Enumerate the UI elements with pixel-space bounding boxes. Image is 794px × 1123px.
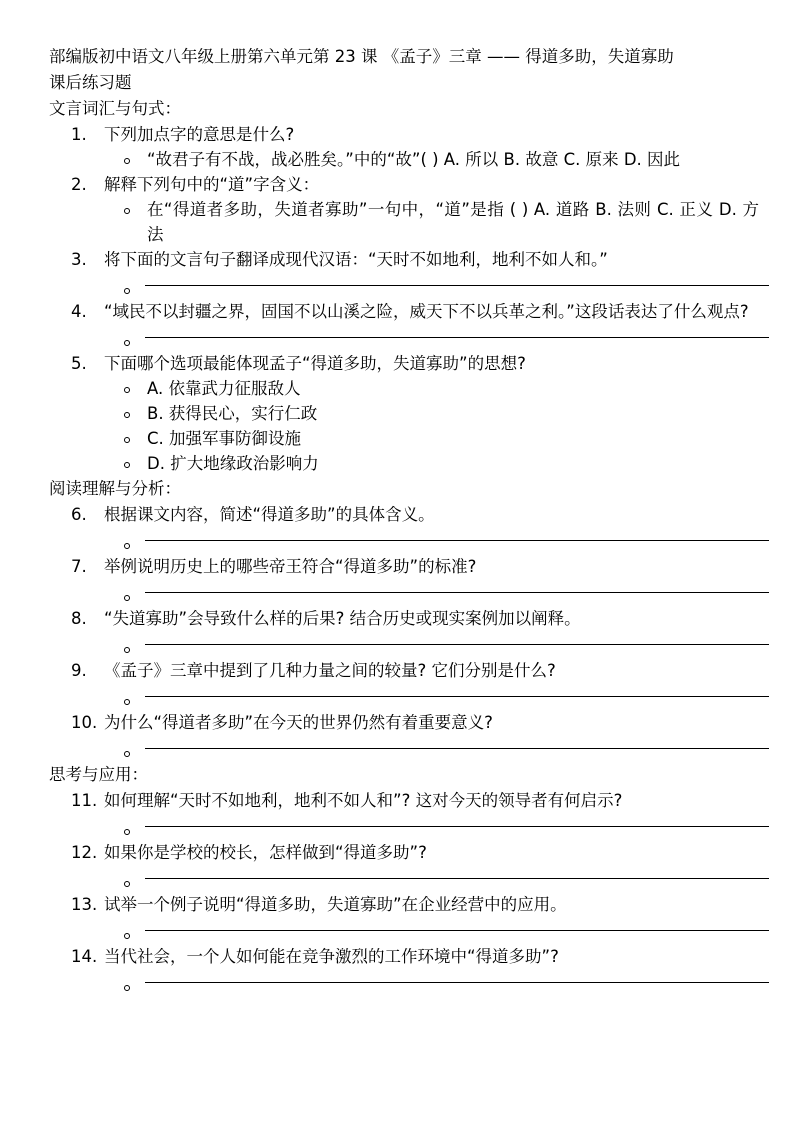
question-text: 根据课文内容，简述“得道多助”的具体含义。 <box>104 505 435 524</box>
question-list-application-14 <box>49 944 759 969</box>
question-4 <box>49 299 759 324</box>
question-2 <box>49 172 759 197</box>
answer-line[interactable] <box>104 969 759 996</box>
question-number: 7. <box>71 557 87 576</box>
question-number: 10. <box>71 713 98 732</box>
question-text: 举例说明历史上的哪些帝王符合“得道多助”的标准? <box>104 557 477 576</box>
bullet-icon <box>124 288 130 294</box>
answer-underline <box>145 696 769 697</box>
option-c[interactable]: C. 加强军事防御设施 <box>104 426 759 451</box>
question-list-vocabulary-5 <box>49 351 759 376</box>
question-6 <box>49 502 759 527</box>
question-text: 如果你是学校的校长，怎样做到“得道多助”? <box>104 843 427 862</box>
question-text: 当代社会，一个人如何能在竞争激烈的工作环境中“得道多助”? <box>104 947 559 966</box>
question-10 <box>49 710 759 735</box>
sub-item: 在“得道者多助，失道者寡助”一句中，“道”是指 ( ) A. 道路 B. 法则 C. 正义 D. 方法 <box>104 197 759 247</box>
question-text: 《孟子》三章中提到了几种力量之间的较量? 它们分别是什么? <box>104 661 556 680</box>
bullet-icon <box>124 647 130 653</box>
bullet-icon <box>124 985 130 991</box>
question-list-reading-8 <box>49 606 759 631</box>
question-number: 9. <box>71 661 87 680</box>
question-7 <box>49 554 759 579</box>
bullet-icon <box>124 881 130 887</box>
question-5-options <box>104 376 759 476</box>
question-number: 4. <box>71 302 87 321</box>
question-number: 6. <box>71 505 87 524</box>
question-11 <box>49 788 759 813</box>
question-3 <box>49 247 759 272</box>
answer-underline <box>145 748 769 749</box>
question-list-application-11 <box>49 788 759 813</box>
question-13 <box>49 892 759 917</box>
answer-underline <box>145 337 769 338</box>
question-number: 1. <box>71 125 87 144</box>
bullet-icon <box>124 933 130 939</box>
answer-line[interactable] <box>104 865 759 892</box>
question-text: 将下面的文言句子翻译成现代汉语：“天时不如地利，地利不如人和。” <box>104 250 608 269</box>
question-list-reading-9 <box>49 658 759 683</box>
question-text: 如何理解“天时不如地利，地利不如人和”? 这对今天的领导者有何启示? <box>104 791 623 810</box>
question-list-reading-6 <box>49 502 759 527</box>
question-list-application-12 <box>49 840 759 865</box>
question-list-vocabulary-2 <box>49 172 759 197</box>
question-list-reading-10 <box>49 710 759 735</box>
question-text: 下面哪个选项最能体现孟子“得道多助，失道寡助”的思想? <box>104 354 526 373</box>
question-list-vocabulary-3 <box>49 247 759 272</box>
question-number: 8. <box>71 609 87 628</box>
question-2-options <box>104 197 759 247</box>
answer-line[interactable] <box>104 631 759 658</box>
question-number: 3. <box>71 250 87 269</box>
answer-underline <box>145 644 769 645</box>
answer-line[interactable] <box>104 813 759 840</box>
answer-line[interactable] <box>104 272 759 299</box>
answer-underline <box>145 285 769 286</box>
section-heading-reading: 阅读理解与分析： <box>49 479 181 498</box>
answer-line[interactable] <box>104 735 759 762</box>
question-number: 13. <box>71 895 98 914</box>
answer-line[interactable] <box>104 324 759 351</box>
question-1-options <box>104 147 759 172</box>
question-list-reading-7 <box>49 554 759 579</box>
answer-line[interactable] <box>104 683 759 710</box>
bullet-icon <box>124 751 130 757</box>
question-1 <box>49 122 759 147</box>
option-a[interactable]: A. 依靠武力征服敌人 <box>104 376 759 401</box>
option-d[interactable]: D. 扩大地缘政治影响力 <box>104 451 759 476</box>
question-list-vocabulary-4 <box>49 299 759 324</box>
option-b[interactable]: B. 获得民心，实行仁政 <box>104 401 759 426</box>
bullet-icon <box>124 829 130 835</box>
question-12 <box>49 840 759 865</box>
sub-item: “故君子有不战，战必胜矣。”中的“故”( ) A. 所以 B. 故意 C. 原来 D. 因此 <box>104 147 759 172</box>
bullet-icon <box>124 543 130 549</box>
document-title: 部编版初中语文八年级上册第六单元第 23 课 《孟子》三章 —— 得道多助，失道寡助 <box>49 47 674 66</box>
answer-underline <box>145 878 769 879</box>
question-text: 下列加点字的意思是什么? <box>104 125 295 144</box>
question-list-application-13 <box>49 892 759 917</box>
question-8 <box>49 606 759 631</box>
bullet-icon <box>124 340 130 346</box>
question-number: 2. <box>71 175 87 194</box>
question-9 <box>49 658 759 683</box>
answer-underline <box>145 540 769 541</box>
question-list-vocabulary <box>49 122 759 147</box>
bullet-icon <box>124 595 130 601</box>
question-14 <box>49 944 759 969</box>
section-heading-application: 思考与应用： <box>49 765 148 784</box>
section-heading-vocabulary: 文言词汇与句式： <box>49 99 181 118</box>
question-text: 试举一个例子说明“得道多助，失道寡助”在企业经营中的应用。 <box>104 895 567 914</box>
answer-underline <box>145 930 769 931</box>
answer-line[interactable] <box>104 579 759 606</box>
question-number: 12. <box>71 843 98 862</box>
question-text: 解释下列句中的“道”字含义： <box>104 175 320 194</box>
bullet-icon <box>124 699 130 705</box>
question-number: 14. <box>71 947 98 966</box>
document-subtitle: 课后练习题 <box>49 73 132 92</box>
question-number: 11. <box>71 791 98 810</box>
question-text: “失道寡助”会导致什么样的后果? 结合历史或现实案例加以阐释。 <box>104 609 581 628</box>
question-text: 为什么“得道者多助”在今天的世界仍然有着重要意义? <box>104 713 493 732</box>
answer-underline <box>145 592 769 593</box>
answer-underline <box>145 826 769 827</box>
question-text: “域民不以封疆之界，固国不以山溪之险，威天下不以兵革之利。”这段话表达了什么观点? <box>104 302 749 321</box>
answer-line[interactable] <box>104 917 759 944</box>
worksheet-page <box>49 44 759 996</box>
question-5 <box>49 351 759 376</box>
answer-line[interactable] <box>104 527 759 554</box>
question-number: 5. <box>71 354 87 373</box>
answer-underline <box>145 982 769 983</box>
